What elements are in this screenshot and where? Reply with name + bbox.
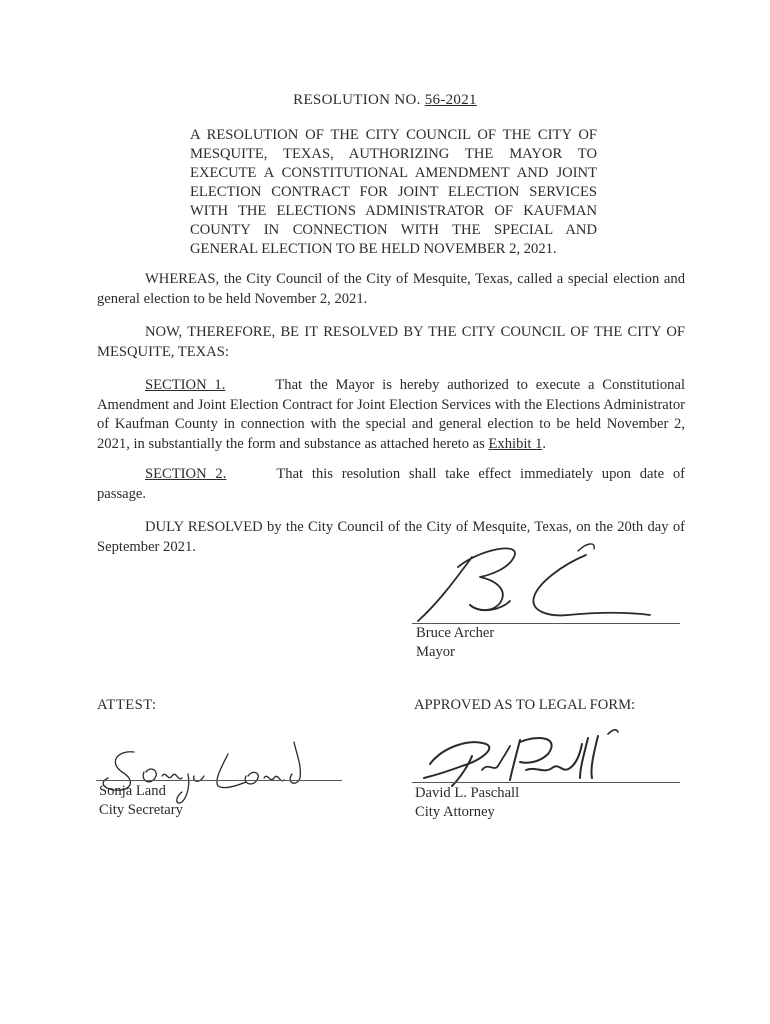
mayor-name: Bruce Archer (416, 625, 495, 641)
attorney-signature-line (412, 782, 680, 783)
exhibit-1-reference: Exhibit 1 (488, 435, 543, 452)
section-1-end: . (542, 435, 547, 452)
section-1-text: That the Mayor is hereby authorized to execute a Constitutional Amendment and Joint Election Contract for Joint Election Services with the Elections Administrator of Kaufman County in connection with the special and general election to be held November 2, 2021, in substantially the form and substance as attached hereto as (97, 377, 686, 452)
resolution-caption: A RESOLUTION OF THE CITY COUNCIL OF THE CITY OF MESQUITE, TEXAS, AUTHORIZING THE MAYOR TO EXECUTE A CONSTITUTIONAL AMENDMENT AND JOINT ELECTION CONTRACT FOR JOINT ELECTION SERVICES WITH THE ELECTIONS ADMINISTRATOR OF KAUFMAN COUNTY IN CONNECTION WITH THE SPECIAL AND GENERAL ELECTION TO BE HELD NOVEMBER 2, 2021. (190, 127, 597, 257)
now-therefore-paragraph (97, 323, 685, 362)
whereas-text: WHEREAS, the City Council of the City of Mesquite, Texas, called a special election and general election to be held November 2, 2021. (97, 271, 685, 307)
title-prefix: RESOLUTION NO. (293, 92, 425, 108)
section-2-text: That this resolution shall take effect immediately upon date of passage. (97, 466, 685, 502)
attest-label: ATTEST: (97, 697, 157, 713)
duly-resolved-text: DULY RESOLVED by the City Council of the City of Mesquite, Texas, on the 20th day of September 2021. (97, 519, 685, 555)
secretary-title: City Secretary (99, 802, 183, 818)
now-therefore-text: NOW, THEREFORE, BE IT RESOLVED BY THE CITY COUNCIL OF THE CITY OF MESQUITE, TEXAS: (97, 324, 685, 360)
secretary-name: Sonja Land (99, 783, 166, 799)
section-1-label: SECTION 1. (145, 377, 226, 393)
mayor-title: Mayor (416, 644, 455, 660)
section-2-paragraph (97, 465, 685, 504)
secretary-signature-line (96, 780, 342, 781)
approved-label: APPROVED AS TO LEGAL FORM: (414, 697, 636, 713)
resolution-title (0, 92, 770, 109)
whereas-paragraph (97, 270, 685, 309)
attorney-name: David L. Paschall (415, 785, 520, 801)
mayor-signature (410, 535, 690, 630)
attorney-title: City Attorney (415, 804, 495, 820)
resolution-number: 56-2021 (424, 92, 477, 108)
section-2-label: SECTION 2. (145, 466, 227, 482)
section-1-paragraph (97, 376, 685, 454)
